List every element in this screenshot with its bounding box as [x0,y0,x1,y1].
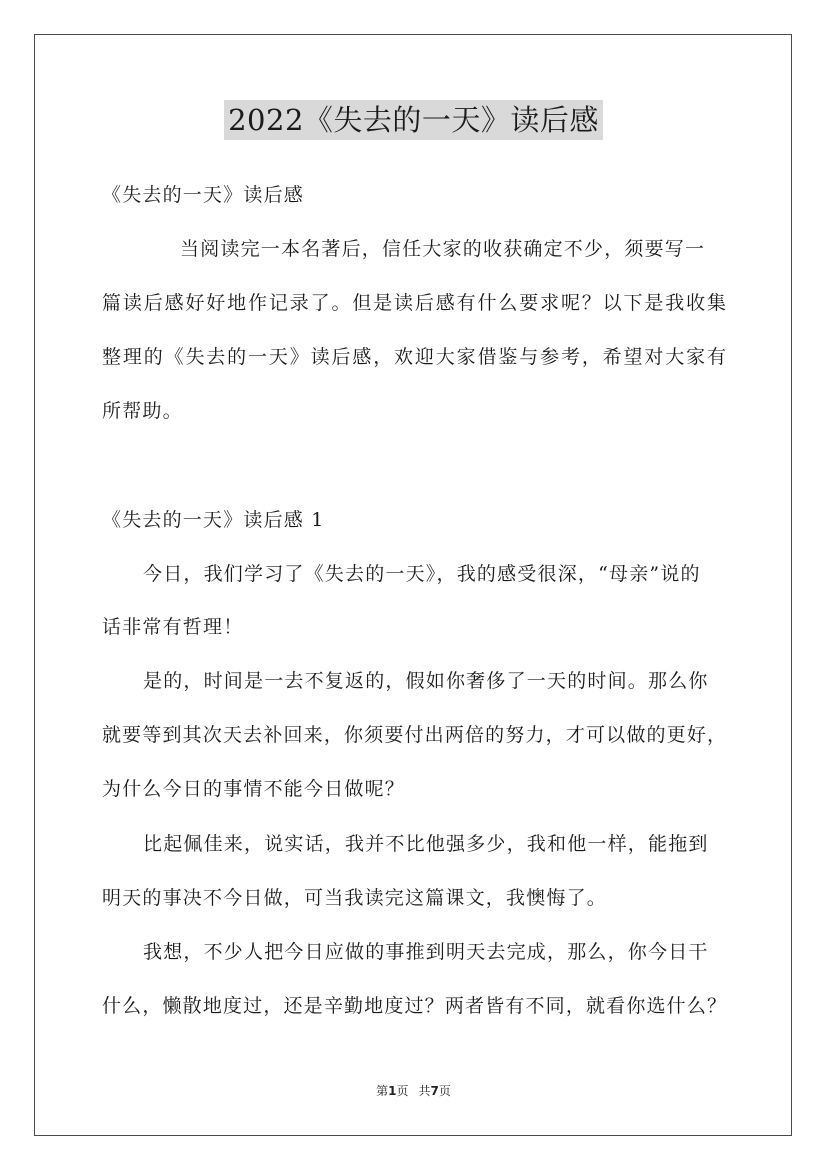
body-line-1: 今日，我们学习了《失去的一天》，我的感受很深，“母亲”说的 [143,563,701,585]
intro-line-1: 当阅读完一本名著后，信任大家的收获确定不少，须要写一 [180,238,706,260]
body-line-2: 话非常有哲理！ [102,616,244,638]
document-subtitle: 《失去的一天》读后感 [102,184,305,206]
body-line-7: 明天的事决不今日做，可当我读完这篇课文，我懊悔了。 [102,887,608,909]
footer-page-current: 1 [388,1084,397,1098]
document-title [0,100,827,140]
body-line-5: 为什么今日的事情不能今日做呢？ [102,778,406,800]
body-line-3: 是的，时间是一去不复返的，假如你奢侈了一天的时间。那么你 [143,670,709,692]
intro-line-4: 所帮助。 [102,400,183,422]
body-line-8: 我想，不少人把今日应做的事推到明天去完成，那么，你今日干 [143,941,709,963]
page-footer [0,1083,827,1099]
footer-page-label: 页 [396,1084,409,1098]
footer-page-prefix: 第 [376,1084,389,1098]
intro-line-2: 篇读后感好好地作记录了。但是读后感有什么要求呢？以下是我收集 [102,292,726,314]
footer-total-prefix: 共 [418,1084,431,1098]
footer-page-total: 7 [430,1084,439,1098]
section-heading: 《失去的一天》读后感 1 [102,509,325,531]
footer-total-label: 页 [438,1084,451,1098]
intro-line-3: 整理的《失去的一天》读后感，欢迎大家借鉴与参考，希望对大家有 [102,346,726,368]
body-line-9: 什么，懒散地度过，还是辛勤地度过？两者皆有不同，就看你选什么？ [102,995,726,1017]
document-title-text: 2022《失去的一天》读后感 [224,100,603,140]
body-line-6: 比起佩佳来，说实话，我并不比他强多少，我和他一样，能拖到 [143,833,709,855]
body-line-4: 就要等到其次天去补回来，你须要付出两倍的努力，才可以做的更好， [102,724,726,746]
